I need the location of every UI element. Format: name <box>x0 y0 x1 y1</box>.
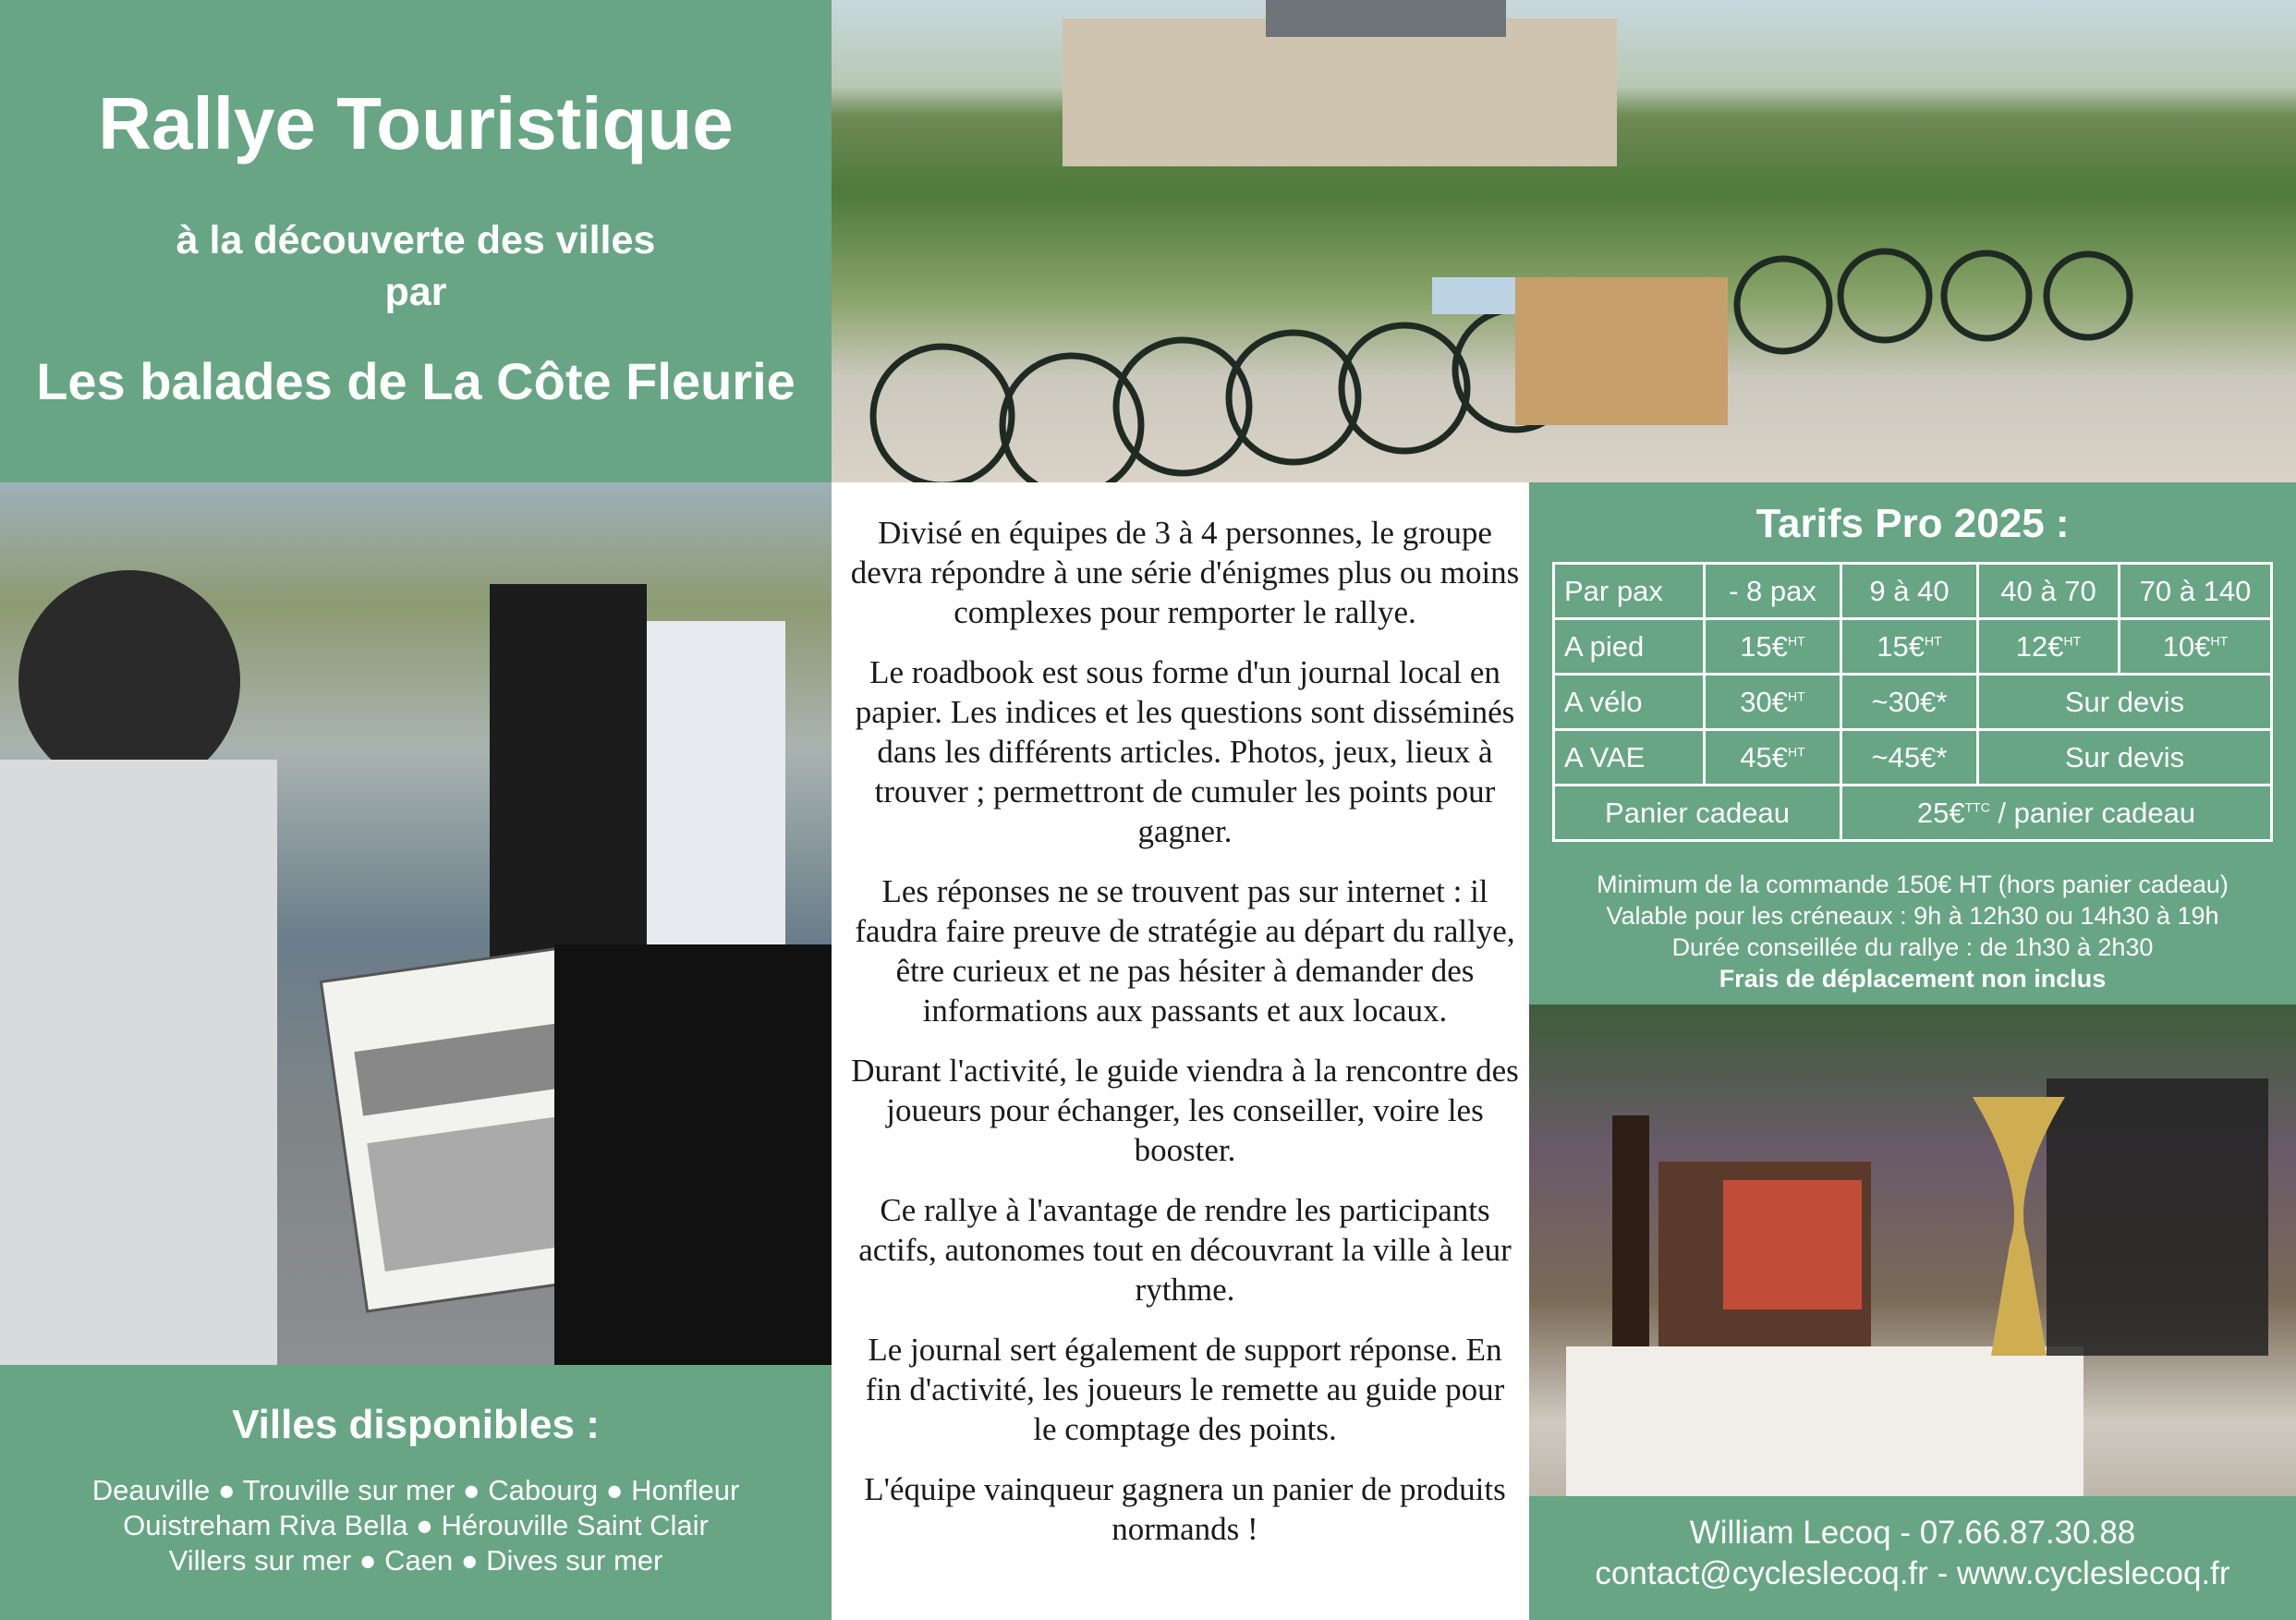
table-row <box>1554 730 2272 786</box>
contact-panel <box>1529 1496 2296 1620</box>
players-photo <box>0 482 832 1365</box>
cities-line: Ouistreham Riva Bella ● Hérouville Saint Clair <box>123 1509 709 1541</box>
row-label: A VAE <box>1554 730 1705 786</box>
cities-heading: Villes disponibles : <box>232 1402 600 1447</box>
gift-basket-photo <box>1529 1005 2296 1496</box>
table-row <box>1554 619 2272 675</box>
pricing-note: Minimum de la commande 150€ HT (hors panier cadeau) <box>1597 871 2229 898</box>
table-row <box>1554 675 2272 730</box>
description-paragraph: Ce rallye à l'avantage de rendre les participants actifs, autonomes tout en découvrant la ville à leur rythme. <box>858 1192 1512 1308</box>
title-panel <box>0 0 832 482</box>
table-header-cell: 40 à 70 <box>1978 564 2120 619</box>
price-cell: 25€$^{TTC}$ / panier cadeau <box>1841 786 2272 841</box>
contact-email-website[interactable]: contact@cycleslecoq.fr - www.cycleslecoq.fr <box>1595 1555 2230 1591</box>
description-paragraph: Durant l'activité, le guide viendra à la rencontre des joueurs pour échanger, les conseiller, voire les booster. <box>851 1053 1519 1168</box>
price-cell: 45€$^{HT}$ <box>1705 730 1841 786</box>
cities-panel <box>0 1365 832 1620</box>
description-paragraph: Les réponses ne se trouvent pas sur internet : il faudra faire preuve de stratégie au départ du rallye, être curieux et ne pas hésiter à demander des informations aux passants et aux locaux. <box>855 873 1515 1029</box>
pricing-note: Valable pour les créneaux : 9h à 12h30 ou 14h30 à 19h <box>1606 902 2219 930</box>
price-cell: 30€$^{HT}$ <box>1705 675 1841 730</box>
price-cell: 15€$^{HT}$ <box>1705 619 1841 675</box>
pricing-note-bold: Frais de déplacement non inclus <box>1719 965 2107 993</box>
row-label: Panier cadeau <box>1554 786 1841 841</box>
pricing-panel <box>1529 482 2296 1005</box>
table-header-cell: 9 à 40 <box>1841 564 1978 619</box>
subtitle <box>0 214 832 318</box>
price-cell: ~30€* <box>1841 675 1978 730</box>
row-label: A vélo <box>1554 675 1705 730</box>
price-cell: Sur devis <box>1978 675 2272 730</box>
description-paragraph: Le roadbook est sous forme d'un journal local en papier. Les indices et les questions sont disséminés dans les différents articles. Photos, jeux, lieux à trouver ; permettront de cumuler les points pour gagner. <box>855 654 1515 849</box>
table-header-row <box>1554 564 2272 619</box>
contact-name-phone: William Lecoq - 07.66.87.30.88 <box>1689 1515 2136 1551</box>
price-cell: ~45€* <box>1841 730 1978 786</box>
subtitle-line-2: par <box>384 270 447 314</box>
table-header-cell: - 8 pax <box>1705 564 1841 619</box>
table-header-cell: Par pax <box>1554 564 1705 619</box>
row-label: A pied <box>1554 619 1705 675</box>
price-cell: 15€$^{HT}$ <box>1841 619 1978 675</box>
description <box>850 513 1520 1569</box>
page-title: Rallye Touristique <box>98 82 734 164</box>
pricing-table <box>1552 562 2273 842</box>
bikes-photo <box>832 0 2296 482</box>
price-cell: 12€$^{HT}$ <box>1978 619 2120 675</box>
brand-name: Les balades de La Côte Fleurie <box>36 352 796 410</box>
subtitle-line-1: à la découverte des villes <box>176 218 656 262</box>
price-cell: Sur devis <box>1978 730 2272 786</box>
cities-line: Deauville ● Trouville sur mer ● Cabourg ● Honfleur <box>91 1474 740 1506</box>
price-cell: 10€$^{HT}$ <box>2120 619 2272 675</box>
table-header-cell: 70 à 140 <box>2120 564 2272 619</box>
description-paragraph: Divisé en équipes de 3 à 4 personnes, le groupe devra répondre à une série d'énigmes plus ou moins complexes pour remporter le rallye. <box>850 515 1520 630</box>
pricing-heading: Tarifs Pro 2025 : <box>1755 501 2070 546</box>
cities-line: Villers sur mer ● Caen ● Dives sur mer <box>168 1544 663 1577</box>
gift-basket-illustration <box>1529 1005 2296 1496</box>
pricing-note: Durée conseillée du rallye : de 1h30 à 2h30 <box>1671 933 2154 961</box>
description-paragraph: L'équipe vainqueur gagnera un panier de produits normands ! <box>864 1471 1506 1547</box>
pricing-notes <box>1529 869 2296 994</box>
players-illustration <box>0 482 832 1365</box>
description-paragraph: Le journal sert également de support réponse. En fin d'activité, les joueurs le remette au guide pour le comptage des points. <box>865 1332 1505 1447</box>
bikes-illustration <box>832 0 2296 482</box>
table-row <box>1554 786 2272 841</box>
